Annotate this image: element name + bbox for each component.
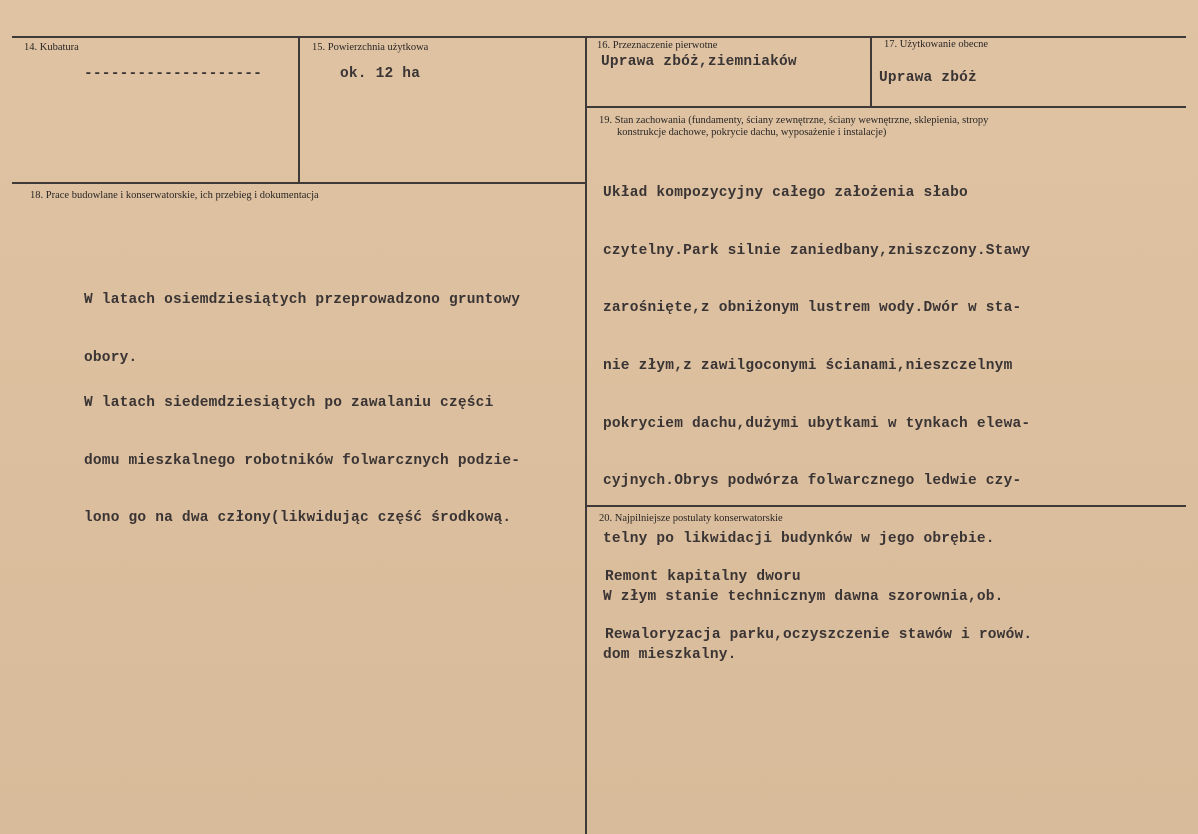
field-17-label: 17. Użytkowanie obecne <box>884 39 989 50</box>
field-16-value: Uprawa zbóż,ziemniaków <box>601 54 797 70</box>
field-15-label: 15. Powierzchnia użytkowa <box>312 42 429 53</box>
field-18-para2-line-1: W latach siedemdziesiątych po zawalaniu części <box>84 395 494 411</box>
field-18-para2-line-2: domu mieszkalnego robotników folwarcznych podzie- <box>84 452 521 469</box>
field-20-line-1: Remont kapitalny dworu <box>605 569 801 585</box>
field-19-line-4: nie złym,z zawilgoconymi ścianami,nieszczelnym <box>603 358 1013 375</box>
field-19-label-line-1: 19. Stan zachowania (fundamenty, ściany zewnętrzne, ściany wewnętrzne, sklepienia, stropy <box>599 115 989 126</box>
field-17-value: Uprawa zbóż <box>879 70 977 86</box>
field-20-text <box>605 533 1032 680</box>
col-divider-16-17 <box>870 36 872 107</box>
col-divider-14-15 <box>298 36 300 183</box>
row-divider-right-top <box>586 106 1186 108</box>
field-19-line-1: Układ kompozycyjny całego założenia słabo <box>603 185 968 201</box>
field-19-line-2: czytelny.Park silnie zaniedbany,zniszczony.Stawy <box>603 242 1031 259</box>
field-19-line-8: W złym stanie technicznym dawna szorownia,ob. <box>603 588 1004 605</box>
col-divider-main <box>585 36 587 834</box>
field-14-label: 14. Kubatura <box>24 42 79 53</box>
field-19-line-9: dom mieszkalny. <box>603 646 737 663</box>
field-20-line-2: Rewaloryzacja parku,oczyszczenie stawów i rowów. <box>605 626 1033 643</box>
field-18-para1-line-2: obory. <box>84 349 138 366</box>
field-19-line-5: pokryciem dachu,dużymi ubytkami w tynkach elewa- <box>603 415 1031 432</box>
top-border-line <box>12 36 1186 38</box>
field-18-paragraph-2 <box>84 359 520 564</box>
field-18-label: 18. Prace budowlane i konserwatorskie, ich przebieg i dokumentacja <box>30 190 319 201</box>
field-20-label: 20. Najpilniejsze postulaty konserwatorskie <box>599 513 783 524</box>
field-19-line-3: zarośnięte,z obniżonym lustrem wody.Dwór w sta- <box>603 300 1022 317</box>
field-16-label: 16. Przeznaczenie pierwotne <box>597 40 718 51</box>
field-19-line-6: cyjnych.Obrys podwórza folwarcznego ledwie czy- <box>603 473 1022 490</box>
field-18-para2-line-3: lono go na dwa człony(likwidując część środkową. <box>84 510 512 527</box>
field-19-label-line-2: konstrukcje dachowe, pokrycie dachu, wyposażenie i instalacje) <box>617 127 887 138</box>
field-15-value: ok. 12 ha <box>340 66 421 82</box>
field-19-line-7: telny po likwidacji budynków w jego obrębie. <box>603 531 995 548</box>
field-14-value: -------------------- <box>84 66 263 82</box>
field-18-para1-line-1: W latach osiemdziesiątych przeprowadzono gruntowy <box>84 292 521 308</box>
